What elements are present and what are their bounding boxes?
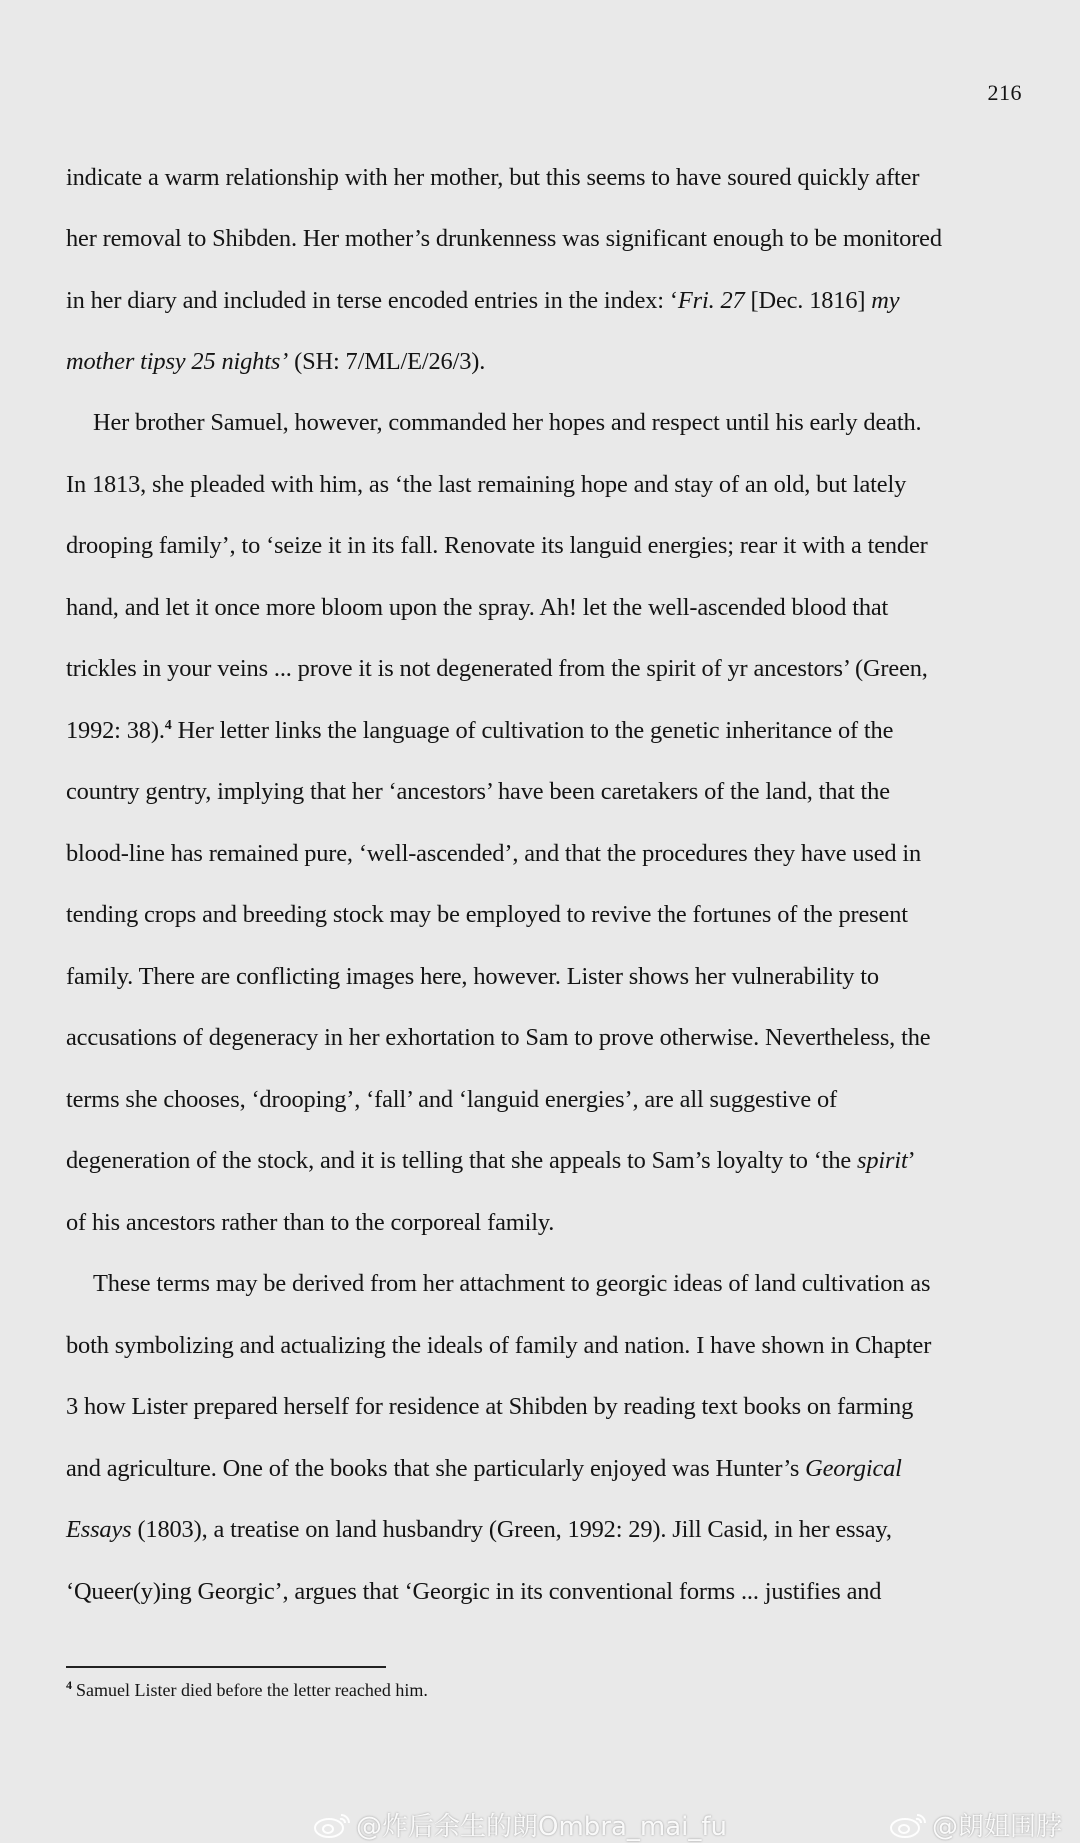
text-line: indicate a warm relationship with her mother, but this seems to have soured quickly after: [66, 164, 920, 191]
text-line: hand, and let it once more bloom upon the spray. Ah! let the well-ascended blood that: [66, 594, 889, 621]
italic-run: mother tipsy 25 nights’: [66, 348, 289, 375]
text-line: ‘Queer(y)ing Georgic’, argues that ‘Georgic in its conventional forms ... justifies and: [66, 1578, 882, 1605]
text-line: of his ancestors rather than to the corporeal family.: [66, 1209, 555, 1236]
text-line: [66, 716, 893, 746]
text-line: [66, 286, 899, 316]
italic-run: Essays: [66, 1516, 132, 1543]
text-run: (SH: 7/ML/E/26/3).: [288, 348, 486, 375]
text-line: terms she chooses, ‘drooping’, ‘fall’ and ‘languid energies’, are all suggestive of: [66, 1086, 837, 1113]
text-line: both symbolizing and actualizing the ideals of family and nation. I have shown in Chapter: [66, 1332, 932, 1359]
watermark-text: @炸后余生的朗Ombra_mai_fu: [356, 1812, 728, 1842]
text-run: ’: [907, 1147, 916, 1174]
text-line: family. There are conflicting images here, however. Lister shows her vulnerability to: [66, 963, 879, 990]
weibo-icon: [312, 1811, 352, 1839]
text-line: blood-line has remained pure, ‘well-ascended’, and that the procedures they have used in: [66, 840, 922, 867]
text-run: [Dec. 1816]: [744, 287, 872, 314]
text-line: country gentry, implying that her ‘ancestors’ have been caretakers of the land, that the: [66, 778, 890, 805]
text-line: In 1813, she pleaded with him, as ‘the last remaining hope and stay of an old, but lately: [66, 471, 907, 498]
text-line: tending crops and breeding stock may be employed to revive the fortunes of the present: [66, 901, 908, 928]
text-line: accusations of degeneracy in her exhortation to Sam to prove otherwise. Nevertheless, the: [66, 1024, 931, 1051]
text-line: trickles in your veins ... prove it is not degenerated from the spirit of yr ancestors’ (Green,: [66, 655, 928, 682]
footnote-divider: [66, 1666, 386, 1668]
italic-run: Fri. 27: [677, 287, 745, 314]
footnote-mark: 4: [66, 1678, 72, 1692]
text-line: Her brother Samuel, however, commanded her hopes and respect until his early death.: [93, 409, 922, 436]
text-line: drooping family’, to ‘seize it in its fall. Renovate its languid energies; rear it with a tender: [66, 532, 928, 559]
page-number: 216: [987, 80, 1022, 105]
italic-run: my: [871, 287, 900, 314]
text-line: 3 how Lister prepared herself for residence at Shibden by reading text books on farming: [66, 1393, 914, 1420]
footnote-reference[interactable]: 4: [164, 717, 172, 733]
text-line: [66, 347, 485, 377]
text-line: [66, 1146, 916, 1176]
text-run: 1992: 38).: [66, 717, 165, 744]
watermark-right: [888, 1806, 1062, 1843]
text-run: Her letter links the language of cultivation to the genetic inheritance of the: [171, 717, 894, 744]
text-line: [66, 1454, 902, 1484]
footnote-text: Samuel Lister died before the letter reached him.: [76, 1680, 428, 1700]
weibo-icon: [888, 1811, 928, 1839]
text-line: [66, 1515, 892, 1545]
text-line: her removal to Shibden. Her mother’s drunkenness was significant enough to be monitored: [66, 225, 942, 252]
text-run: in her diary and included in terse encoded entries in the index: ‘: [66, 287, 678, 314]
watermark-text: @朗姐围脖: [932, 1812, 1063, 1842]
text-line: These terms may be derived from her attachment to georgic ideas of land cultivation as: [93, 1270, 931, 1297]
text-run: degeneration of the stock, and it is telling that she appeals to Sam’s loyalty to ‘the: [66, 1147, 857, 1174]
italic-run: Georgical: [805, 1455, 902, 1482]
footnote: [66, 1680, 428, 1701]
italic-run: spirit: [856, 1147, 908, 1174]
text-run: and agriculture. One of the books that she particularly enjoyed was Hunter’s: [66, 1455, 806, 1482]
text-run: (1803), a treatise on land husbandry (Green, 1992: 29). Jill Casid, in her essay,: [131, 1516, 892, 1543]
watermark-left: [312, 1806, 727, 1843]
